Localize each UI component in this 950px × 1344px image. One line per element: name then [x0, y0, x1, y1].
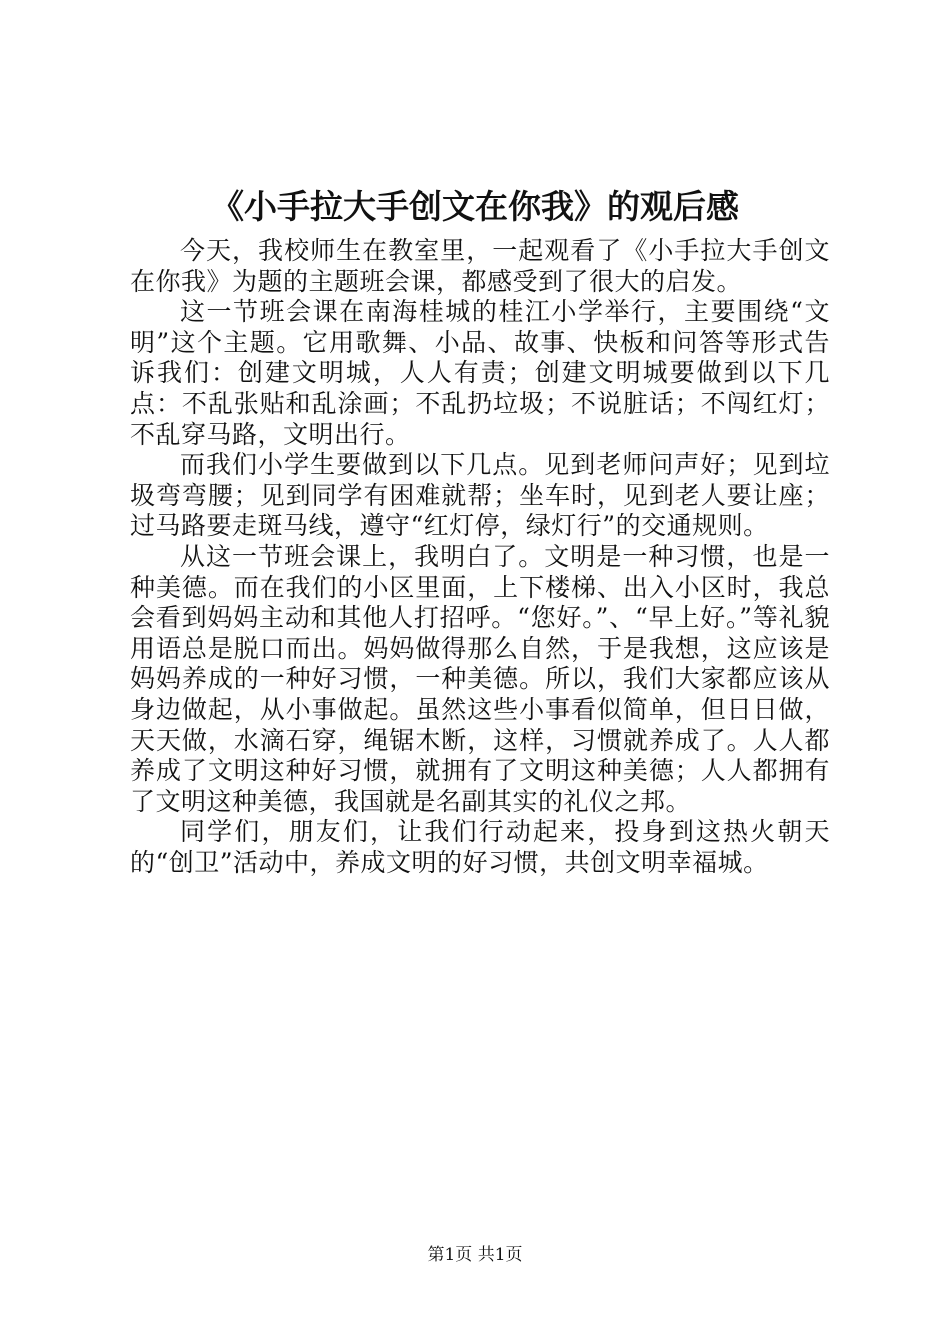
paragraph-4: 从这一节班会课上，我明白了。文明是一种习惯，也是一种美德。而在我们的小区里面，上下楼梯、出入小区时，我总会看到妈妈主动和其他人打招呼。“您好。”、“早上好。”等礼貌用语总是脱口而出。妈妈做得那么自然，于是我想，这应该是妈妈养成的一种好习惯，一种美德。所以，我们大家都应该从身边做起，从小事做起。虽然这些小事看似简单，但日日做，天天做，水滴石穿，绳锯木断，这样，习惯就养成了。人人都养成了文明这种好习惯，就拥有了文明这种美德；人人都拥有了文明这种美德，我国就是名副其实的礼仪之邦。 [130, 541, 830, 816]
paragraph-5: 同学们，朋友们，让我们行动起来，投身到这热火朝天的“创卫”活动中，养成文明的好习惯，共创文明幸福城。 [130, 817, 830, 877]
paragraph-1: 今天，我校师生在教室里，一起观看了《小手拉大手创文在你我》为题的主题班会课，都感受到了很大的启发。 [130, 236, 830, 296]
paragraph-2: 这一节班会课在南海桂城的桂江小学举行，主要围绕“文明”这个主题。它用歌舞、小品、故事、快板和问答等形式告诉我们：创建文明城，人人有责；创建文明城要做到以下几点：不乱张贴和乱涂画；不乱扔垃圾；不说脏话；不闯红灯；不乱穿马路，文明出行。 [130, 297, 830, 449]
paragraph-3: 而我们小学生要做到以下几点。见到老师问声好；见到垃圾弯弯腰；见到同学有困难就帮；坐车时，见到老人要让座；过马路要走斑马线，遵守“红灯停，绿灯行”的交通规则。 [130, 450, 830, 541]
document-title: 《小手拉大手创文在你我》的观后感 [211, 187, 739, 226]
document-body [130, 236, 830, 878]
page-number-footer: 第1页 共1页 [427, 1245, 523, 1265]
